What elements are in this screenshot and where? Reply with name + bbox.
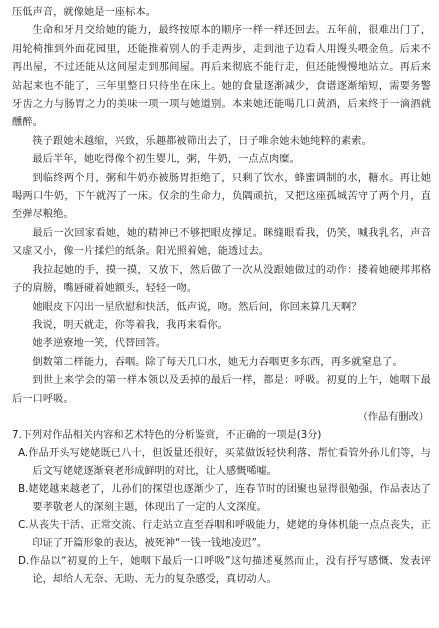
answer-option: [12, 445, 431, 481]
passage-paragraph: 压低声音，就像她是一座标本。: [12, 7, 157, 18]
answer-options: [12, 445, 431, 589]
source-credit: （作品有删改）: [357, 411, 429, 423]
passage-paragraph: 最后半年，她吃得像个初生婴儿，粥，牛奶，一点点肉糜。: [32, 154, 300, 166]
option-text: 从丧失干活、正常交流、行走站立直至吞咽和呼吸能力，姥姥的身体机能一点点丧失，正印证了开篇形象的表达，被死神“一钱一钱地凌迟”。: [28, 520, 431, 550]
passage-paragraph: 生命和牙月交给她的能力，最终按原本的顺序一样一样还回去。五年前，很难出门了，用轮椅推到外面花园里，还能推着别人的手走两步，走到池子边看人用馒头喂金鱼。后来不再出屋，不过还能从这间屋走到那间屋。再后来彻底不能行走，但还能慢慢地站立。再后来站起来也不能了，三年里整日只待坐在床上。她的食量逐渐减少，食谱逐渐缩短，需要务警牙齿之力与肠胃之力的美味一项一项与她道别。本来她还能喝几口黄酒，后来终于一滴酒就醺醉。: [12, 25, 431, 129]
answer-option: [12, 553, 431, 589]
option-letter: D.: [18, 556, 30, 568]
passage-paragraph: 到世上来学会的第一样本领以及丢掉的最后一样，都是：呼吸。初夏的上午，她咽下最后一口呼吸。: [12, 375, 431, 405]
option-text: 作品开头写姥姥既已八十，但饭量还很好，买菜做饭轻快利落、帮忙看管外孙儿们等，与后文写姥姥逐渐衰老形成鲜明的对比，让人感慨唏嘘。: [28, 448, 431, 478]
passage-paragraph: 倒数第二样能力，吞咽。除了每天几口水，她无力吞咽更多东西，再多就窒息了。: [32, 356, 403, 368]
option-text: 作品以“初夏的上午，她咽下最后一口呼吸”这句描述戛然而止，没有抒写感慨、发表评论，却给人无奈、无助、无力的复杂感受，真切动人。: [29, 556, 431, 586]
passage-paragraph: 筷子跟她未越缩，兴致，乐趣都被筛出去了，日子唯余她未她纯粹的素索。: [32, 135, 372, 147]
passage-paragraph: 我拉起她的手，摸一摸，又放下，然后做了一次从没跟她做过的动作：搂着她硬邦邦格子的肩膀，嘴唇碰着她额头，轻轻一吻。: [12, 264, 431, 295]
reading-passage: [12, 4, 431, 409]
option-text: 姥姥越来越老了，儿孙们的探望也逐渐少了，连春节时的团聚也显得很勉强，作品表达了要孝敬老人的深刻主题，体现出了一定的人文深度。: [28, 484, 431, 514]
passage-paragraph: 到临终两个月，粥和牛奶亦被肠胃拒绝了，只剩了饮水，蜂蜜调制的水，糖水。再让她喝两口牛奶，下午就泻了一床。仅余的生命力，负隅顽抗，又把这座孤城苦守了两个月，直至弹尽粮绝。: [12, 172, 431, 221]
answer-option: [12, 481, 431, 517]
option-letter: C.: [18, 520, 29, 532]
answer-option: [12, 517, 431, 553]
question-stem: 7.下列对作品相关内容和艺术特色的分析鉴赏，不正确的一项是(3分): [12, 430, 322, 442]
passage-paragraph: 她眼皮下闪出一星欣慰和快活，低声说，吻。然后问，你回来算几天啊？: [32, 301, 362, 313]
passage-paragraph: 她孝逆寮地一笑，代替回答。: [32, 338, 167, 350]
option-letter: B.: [18, 484, 29, 496]
option-letter: A.: [18, 448, 29, 460]
passage-paragraph: 最后一次回家看她，她的精神已不够把眼皮撑足。眯缝眼看我，仍笑，喊我乳名，声音又虚又小，像一片揉烂的纸条。阳光照着她，能透过去。: [12, 227, 431, 258]
passage-paragraph: 我说，明天就走，你等着我，我再来看你。: [32, 319, 228, 331]
